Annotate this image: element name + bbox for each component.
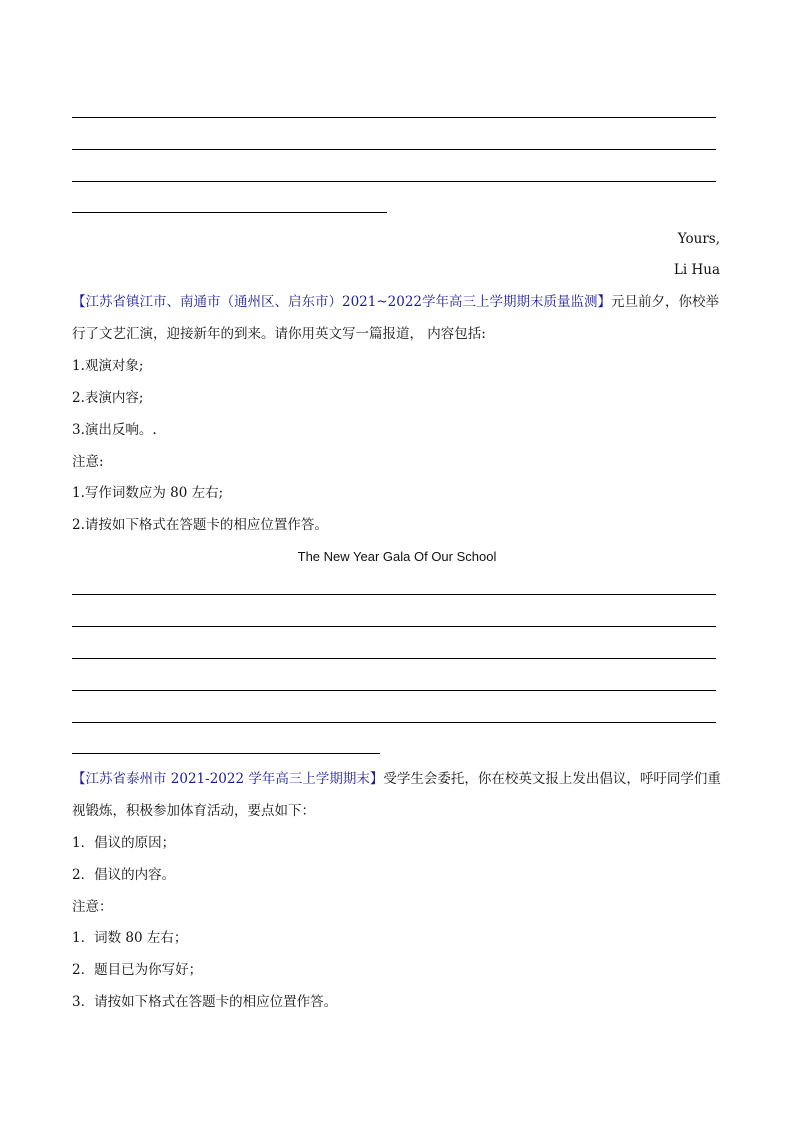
answer-line bbox=[72, 181, 716, 182]
q1-point: 1.观演对象; bbox=[72, 358, 144, 374]
q2-note: 2．题目已为你写好； bbox=[72, 962, 203, 978]
q2-note: 3．请按如下格式在答题卡的相应位置作答。 bbox=[72, 994, 338, 1010]
q2-point: 2．倡议的内容。 bbox=[72, 867, 176, 883]
q2-note: 1．词数 80 左右； bbox=[72, 930, 188, 946]
answer-line bbox=[72, 690, 716, 691]
q2-intro-line1 bbox=[72, 769, 722, 789]
q1-source: 【江苏省镇江市、南通市（通州区、启东市）2021~2022学年高三上学期期末质量监测】 bbox=[72, 294, 612, 310]
letter-signature: Li Hua bbox=[673, 262, 720, 278]
answer-line bbox=[72, 658, 716, 659]
q1-point: 2.表演内容; bbox=[72, 390, 144, 406]
answer-line bbox=[72, 626, 716, 627]
q1-note: 2.请按如下格式在答题卡的相应位置作答。 bbox=[72, 517, 328, 533]
q2-intro-line2: 视锻炼，积极参加体育活动，要点如下： bbox=[72, 803, 315, 819]
answer-line bbox=[72, 149, 716, 150]
answer-line-short bbox=[72, 212, 387, 213]
answer-line-short bbox=[72, 753, 380, 754]
q1-note-label: 注意: bbox=[72, 454, 104, 470]
answer-line bbox=[72, 117, 716, 118]
letter-closing: Yours, bbox=[677, 231, 720, 247]
q1-intro-line1 bbox=[72, 292, 722, 312]
q2-intro-tail: 受学生会委托，你在校英文报上发出倡议，呼吁同学们重 bbox=[383, 771, 721, 787]
q1-intro-line2: 行了文艺汇演，迎接新年的到来。请你用英文写一篇报道， 内容包括: bbox=[72, 326, 486, 342]
q2-point: 1．倡议的原因； bbox=[72, 835, 176, 851]
q1-note: 1.写作词数应为 80 左右; bbox=[72, 485, 224, 501]
q1-intro-tail: 元旦前夕，你校举 bbox=[611, 294, 720, 310]
q1-essay-title: The New Year Gala Of Our School bbox=[297, 549, 497, 564]
q2-note-label: 注意： bbox=[72, 899, 113, 915]
q1-point: 3.演出反响。. bbox=[72, 422, 157, 438]
q2-source: 【江苏省泰州市 2021-2022 学年高三上学期期末】 bbox=[72, 771, 384, 787]
answer-line bbox=[72, 594, 716, 595]
answer-line bbox=[72, 722, 716, 723]
